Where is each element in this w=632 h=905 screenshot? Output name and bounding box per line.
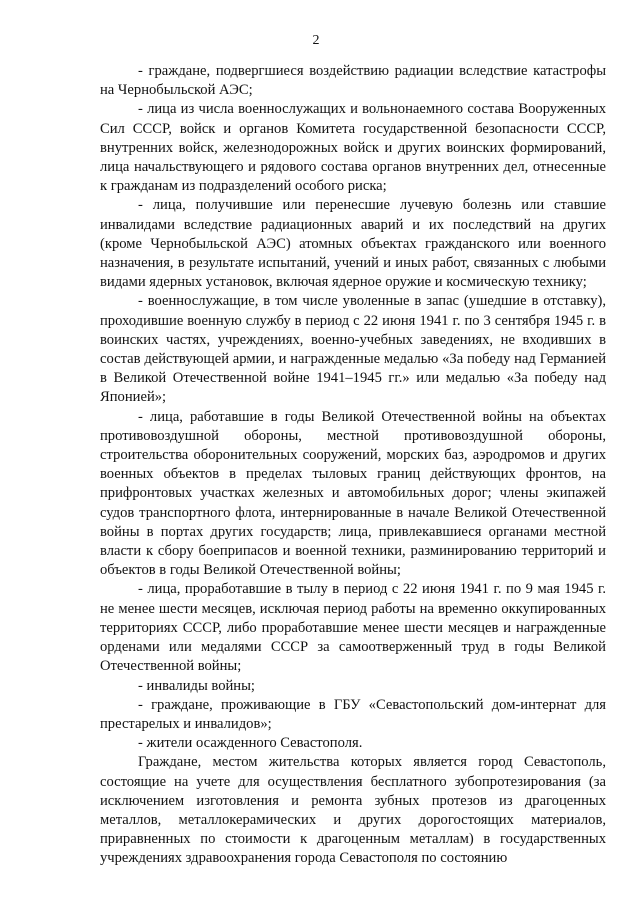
list-item-war-invalids: - инвалиды войны; (138, 677, 255, 694)
paragraph-dental-prosthetics: Граждане, местом жительства которых является город Севастополь, состоящие на учете для осуществления бесплатного зубопротезирования (за исключением изготовления и ремонта зубных протезов из драгоценных металлов, металлокерамических и других дорогостоящих материалов, приравненных по стоимости к драгоценным металлам) в государственных учреждениях здравоохранения города Севастополя по состоянию (100, 754, 606, 867)
list-item-chernobyl: - граждане, подвергшиеся воздействию радиации вследствие катастрофы на Чернобыльской АЭС; (100, 63, 606, 99)
list-item-home-front: - лица, проработавшие в тылу в период с 22 июня 1941 г. по 9 мая 1945 г. не менее шести месяцев, исключая период работы на временно оккупированных территориях СССР, либо проработавшие менее шести месяцев и награжденные орденами или медалями СССР за самоотверженный труд в годы Великой Отечественной войны; (100, 581, 606, 675)
document-body (100, 62, 606, 869)
list-item-special-risk: - лица из числа военнослужащих и вольнонаемного состава Вооруженных Сил СССР, войск и органов Комитета государственной безопасности СССР, внутренних войск, железнодорожных войск и других воинских формирований, лица начальствующего и рядового состава органов внутренних дел, отнесенные к гражданам из подразделений особого риска; (100, 101, 606, 195)
list-item-care-home: - граждане, проживающие в ГБУ «Севастопольский дом-интернат для престарелых и инвалидов»; (100, 696, 606, 732)
list-item-siege-residents: - жители осажденного Севастополя. (138, 735, 363, 752)
page-number: 2 (312, 33, 320, 48)
list-item-servicemen: - военнослужащие, в том числе уволенные в запас (ушедшие в отставку), проходившие военную службу в период с 22 июня 1941 г. по 3 сентября 1945 г. в воинских частях, учреждениях, военно-учебных заведениях, не входивших в состав действующей армии, и награжденные медалью «За победу над Германией в Великой Отечественной войне 1941–1945 гг.» или медалью «За победу над Японией»; (100, 293, 606, 406)
list-item-defense-workers: - лица, работавшие в годы Великой Отечественной войны на объектах противовоздушной обороны, местной противовоздушной обороны, строительства оборонительных сооружений, морских баз, аэродромов и других военных объектов в пределах тыловых границ действующих фронтов, на прифронтовых участках железных и автомобильных дорог; члены экипажей судов транспортного флота, интернированные в начале Великой Отечественной войны в портах других государств; лица, привлекавшиеся органами местной власти к сбору боеприпасов и военной техники, разминированию территорий и объектов в годы Великой Отечественной войны; (100, 408, 606, 579)
list-item-radiation-sickness: - лица, получившие или перенесшие лучевую болезнь или ставшие инвалидами вследствие радиационных аварий и их последствий на других (кроме Чернобыльской АЭС) атомных объектах гражданского или военного назначения, в результате испытаний, учений и иных работ, связанных с любыми видами ядерных установок, включая ядерное оружие и космическую технику; (100, 197, 606, 291)
